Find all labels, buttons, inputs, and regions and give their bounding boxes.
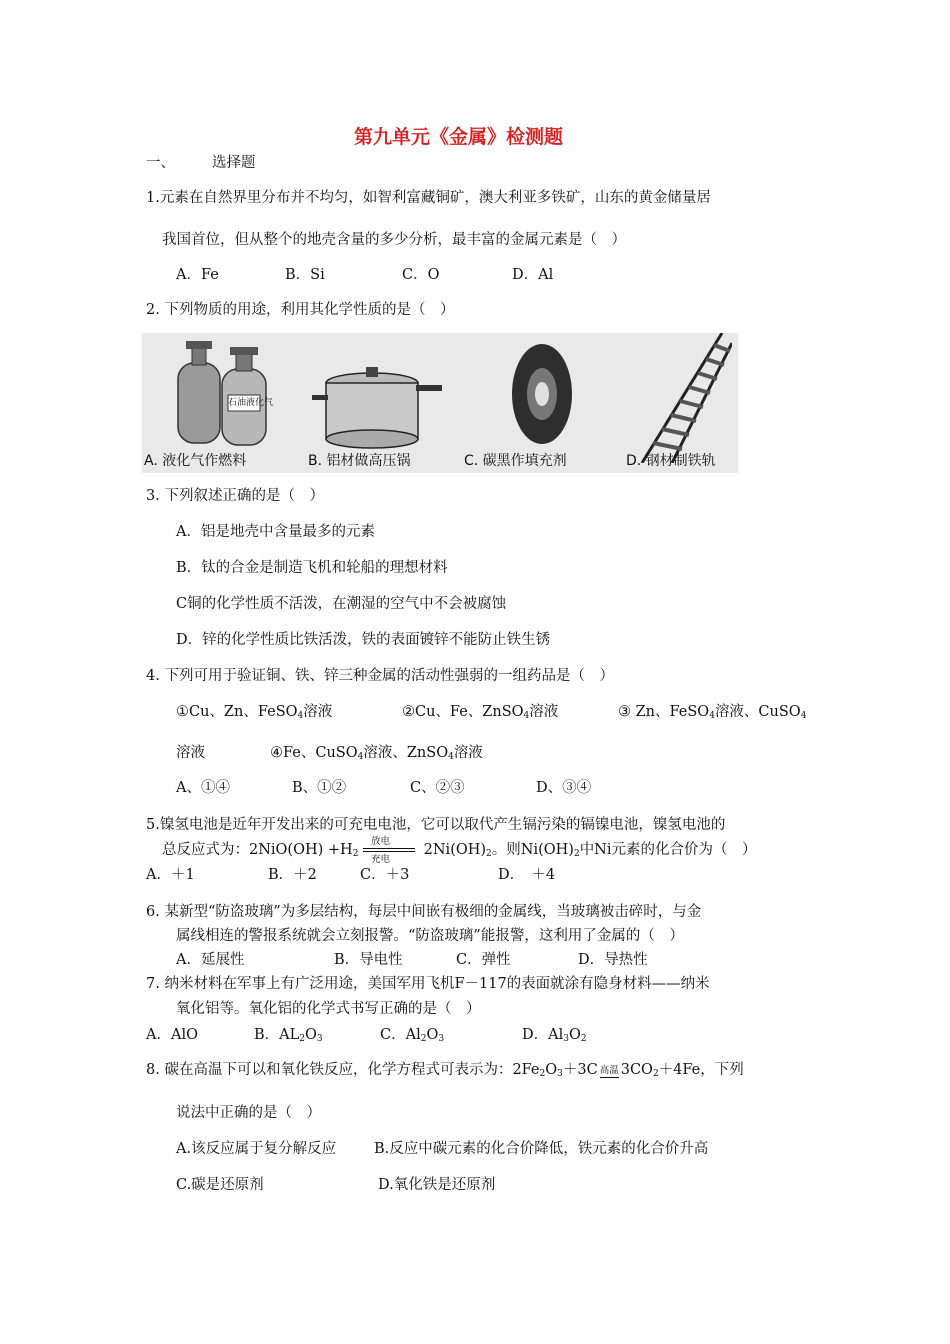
q4-choice-3: ③ Zn、FeSO$_4$溶液、CuSO$_4$ <box>618 704 807 721</box>
section-number: 一、 <box>146 155 175 171</box>
q6-option-b: B．导电性 <box>334 952 403 968</box>
q2-image-strip <box>142 333 738 473</box>
cylinder-label: 石油液化气 <box>228 398 274 408</box>
q3-option-c: C铜的化学性质不活泼，在潮湿的空气中不会被腐蚀 <box>176 596 507 612</box>
q2-caption-c: C. 碳黑作填充剂 <box>464 453 567 469</box>
high-temp-condition: 高温 <box>599 1065 619 1076</box>
q6-stem-line2: 属线相连的警报系统就会立刻报警。“防盗玻璃”能报警，这利用了金属的（ ） <box>176 928 684 944</box>
q3-option-d: D．锌的化学性质比铁活泼，铁的表面镀锌不能防止铁生锈 <box>176 632 551 648</box>
q4-option-a: A、①④ <box>176 780 230 796</box>
q8-stem-line1: 8. 碳在高温下可以和氧化铁反应，化学方程式可表示为：$2Fe_2O_3+3C$ 高温 $3CO_2+4Fe$，下列 <box>146 1062 744 1079</box>
pressure-cooker-image <box>312 363 442 453</box>
q7-stem-line1: 7. 纳米材料在军事上有广泛用途，美国军用飞机F－117的表面就涂有隐身材料——纳米 <box>146 976 710 992</box>
q4-option-c: C、②③ <box>410 780 465 796</box>
q2-caption-d: D. 钢材制铁轨 <box>626 453 716 469</box>
reversible-arrow: 放电 充电 <box>363 840 419 860</box>
q1-option-d: D．Al <box>512 267 554 283</box>
q1-option-a: A．Fe <box>176 267 219 283</box>
q6-option-d: D．导热性 <box>578 952 648 968</box>
q7-stem-line2: 氧化铝等。氧化铝的化学式书写正确的是（ ） <box>176 1001 481 1017</box>
q4-choice-2: ②Cu、Fe、ZnSO$_4$溶液 <box>402 704 559 721</box>
q6-option-c: C．弹性 <box>456 952 511 968</box>
rail-track-image <box>622 333 732 463</box>
q2-caption-b: B. 铝材做高压锅 <box>308 453 411 469</box>
q7-option-d: D．$Al_3O_2$ <box>522 1027 587 1044</box>
q4-stem: 4. 下列可用于验证铜、铁、锌三种金属的活动性强弱的一组药品是（ ） <box>146 668 614 684</box>
q3-stem: 3. 下列叙述正确的是（ ） <box>146 488 324 504</box>
gas-cylinder-image <box>172 335 282 450</box>
q2-stem: 2. 下列物质的用途，利用其化学性质的是（ ） <box>146 302 455 318</box>
q3-option-a: A．铝是地壳中含量最多的元素 <box>176 524 375 540</box>
q8-option-d: D.氧化铁是还原剂 <box>378 1177 496 1193</box>
q3-option-b: B．钛的合金是制造飞机和轮船的理想材料 <box>176 560 448 576</box>
q4-choice-3-cont: 溶液 <box>176 745 205 761</box>
q2-caption-a: A. 液化气作燃料 <box>144 453 247 469</box>
q8-option-b: B.反应中碳元素的化合价降低，铁元素的化合价升高 <box>374 1141 709 1157</box>
q1-option-b: B．Si <box>285 267 325 283</box>
tire-image <box>507 339 577 449</box>
q5-option-b: B．＋2 <box>268 867 317 883</box>
q4-choice-4: ④Fe、CuSO$_4$溶液、ZnSO$_4$溶液 <box>270 745 483 762</box>
q5-option-c: C．＋3 <box>360 867 410 883</box>
q7-option-c: C．$Al_2O_3$ <box>380 1027 445 1044</box>
q6-option-a: A．延展性 <box>176 952 245 968</box>
q8-option-c: C.碳是还原剂 <box>176 1177 264 1193</box>
q8-option-a: A.该反应属于复分解反应 <box>176 1141 337 1157</box>
q1-option-c: C．O <box>402 267 440 283</box>
q8-stem-line2: 说法中正确的是（ ） <box>176 1105 321 1121</box>
q5-stem-line1: 5.镍氢电池是近年开发出来的可充电电池，它可以取代产生镉污染的镉镍电池，镍氢电池的 <box>146 817 726 833</box>
q1-stem-line1: 1.元素在自然界里分布并不均匀，如智利富藏铜矿，澳大利亚多铁矿，山东的黄金储量居 <box>146 190 711 206</box>
q4-choice-1: ①Cu、Zn、FeSO$_4$溶液 <box>176 704 333 721</box>
q1-stem-line2: 我国首位，但从整个的地壳含量的多少分析，最丰富的金属元素是（ ） <box>162 232 626 248</box>
q4-option-b: B、①② <box>292 780 347 796</box>
q7-option-b: B．$AL_2O_3$ <box>254 1027 323 1044</box>
q6-stem-line1: 6. 某新型“防盗玻璃”为多层结构，每层中间嵌有极细的金属线，当玻璃被击碎时，与金 <box>146 904 702 920</box>
q7-option-a: A．AlO <box>146 1027 198 1043</box>
q4-option-d: D、③④ <box>536 780 592 796</box>
page-title: 第九单元《金属》检测题 <box>354 126 564 148</box>
section-label: 选择题 <box>212 155 256 171</box>
q5-option-a: A．＋1 <box>146 867 195 883</box>
q5-option-d: D． ＋4 <box>498 867 556 883</box>
q5-stem-line2: 总反应式为：$2NiO(OH) +H_2$ 放电 充电 $2Ni(OH)_2$。则$Ni(OH)_2$中Ni元素的化合价为（ ） <box>162 836 757 865</box>
